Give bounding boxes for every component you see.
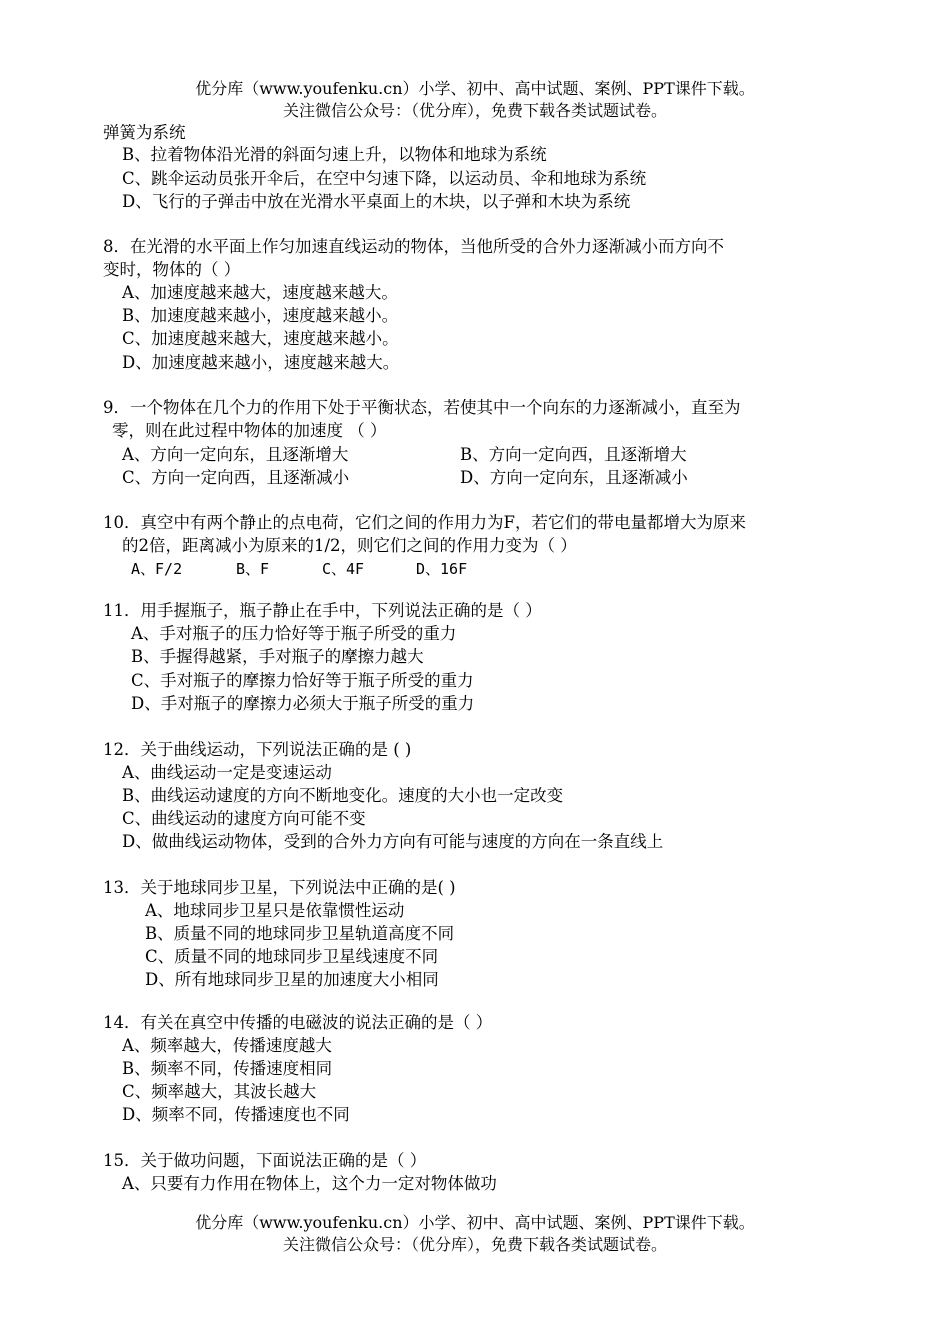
q13-stem: 13．关于地球同步卫星，下列说法中正确的是( ) [103, 878, 456, 897]
header-line-1: 优分库（www.youfenku.cn）小学、初中、高中试题、案例、PPT课件下载。 [195, 79, 755, 98]
q7-option-b: B、拉着物体沿光滑的斜面匀速上升，以物体和地球为系统 [122, 145, 547, 164]
q10-option-d: D、16F [416, 560, 468, 578]
q12-option-a: A、曲线运动一定是变速运动 [122, 763, 332, 782]
q8-option-b: B、加速度越来越小，速度越来越小。 [122, 306, 399, 325]
q8-option-d: D、加速度越来越小，速度越来越大。 [122, 353, 400, 372]
q10-option-a: A、F/2 [131, 560, 183, 578]
q11-option-b: B、手握得越紧，手对瓶子的摩擦力越大 [131, 647, 424, 666]
q13-option-a: A、地球同步卫星只是依靠惯性运动 [145, 901, 405, 920]
q11-option-c: C、手对瓶子的摩擦力恰好等于瓶子所受的重力 [131, 671, 474, 690]
page-header [0, 78, 950, 122]
page-footer [0, 1212, 950, 1256]
footer-line-1: 优分库（www.youfenku.cn）小学、初中、高中试题、案例、PPT课件下载。 [195, 1213, 755, 1232]
q13-option-d: D、所有地球同步卫星的加速度大小相同 [145, 970, 439, 989]
q11-option-d: D、手对瓶子的摩擦力必须大于瓶子所受的重力 [131, 694, 475, 713]
q7-continuation: 弹簧为系统 [103, 123, 186, 142]
q7-option-d: D、飞行的子弹击中放在光滑水平桌面上的木块，以子弹和木块为系统 [122, 192, 631, 211]
q10-option-b: B、F [236, 560, 270, 578]
q9-option-a: A、方向一定向东，且逐渐增大 [122, 445, 349, 464]
q14-option-b: B、频率不同，传播速度相同 [122, 1059, 333, 1078]
header-line-2: 关注微信公众号：（优分库），免费下载各类试题试卷。 [282, 101, 667, 120]
q12-option-c: C、曲线运动的逮度方向可能不变 [122, 809, 366, 828]
footer-line-2: 关注微信公众号：（优分库），免费下载各类试题试卷。 [282, 1235, 667, 1254]
q13-option-c: C、质量不同的地球同步卫星线速度不同 [145, 947, 439, 966]
q10-stem-line-1: 10．真空中有两个静止的点电荷，它们之间的作用力为F，若它们的带电量都增大为原来 [103, 513, 746, 532]
q8-option-c: C、加速度越来越大，速度越来越小。 [122, 329, 399, 348]
q12-stem: 12．关于曲线运动，下列说法正确的是 ( ) [103, 740, 412, 759]
q10-option-c: C、4F [322, 560, 365, 578]
q15-stem: 15．关于做功问题，下面说法正确的是（ ） [103, 1151, 427, 1170]
q12-option-d: D、做曲线运动物体，受到的合外力方向有可能与速度的方向在一条直线上 [122, 832, 664, 851]
q8-option-a: A、加速度越来越大，速度越来越大。 [122, 283, 398, 302]
q15-option-a: A、只要有力作用在物体上，这个力一定对物体做功 [122, 1174, 497, 1193]
q13-option-b: B、质量不同的地球同步卫星轨道高度不同 [145, 924, 455, 943]
q8-stem-line-2: 变时，物体的（ ） [103, 260, 241, 279]
q10-stem-line-2: 的2倍，距离减小为原来的1/2，则它们之间的作用力变为（ ） [122, 536, 577, 555]
q9-option-b: B、方向一定向西，且逐渐增大 [460, 445, 687, 464]
q11-option-a: A、手对瓶子的压力恰好等于瓶子所受的重力 [131, 624, 457, 643]
q8-stem-line-1: 8．在光滑的水平面上作匀加速直线运动的物体，当他所受的合外力逐渐减小而方向不 [103, 237, 724, 256]
q7-option-c: C、跳伞运动员张开伞后，在空中匀速下降，以运动员、伞和地球为系统 [122, 169, 647, 188]
q14-stem: 14．有关在真空中传播的电磁波的说法正确的是（ ） [103, 1013, 493, 1032]
q14-option-c: C、频率越大，其波长越大 [122, 1082, 317, 1101]
q9-stem-line-1: 9．一个物体在几个力的作用下处于平衡状态，若使其中一个向东的力逐渐减小，直至为 [103, 398, 741, 417]
q14-option-a: A、频率越大，传播速度越大 [122, 1036, 332, 1055]
q9-option-c: C、方向一定向西，且逐渐减小 [122, 468, 350, 487]
q9-option-d: D、方向一定向东，且逐渐减小 [460, 468, 688, 487]
q12-option-b: B、曲线运动逮度的方向不断地变化。速度的大小也一定改变 [122, 786, 564, 805]
q14-option-d: D、频率不同，传播速度也不同 [122, 1105, 350, 1124]
q11-stem: 11．用手握瓶子，瓶子静止在手中，下列说法正确的是（ ） [103, 601, 542, 620]
q9-stem-line-2: 零，则在此过程中物体的加速度 （ ） [112, 421, 387, 440]
